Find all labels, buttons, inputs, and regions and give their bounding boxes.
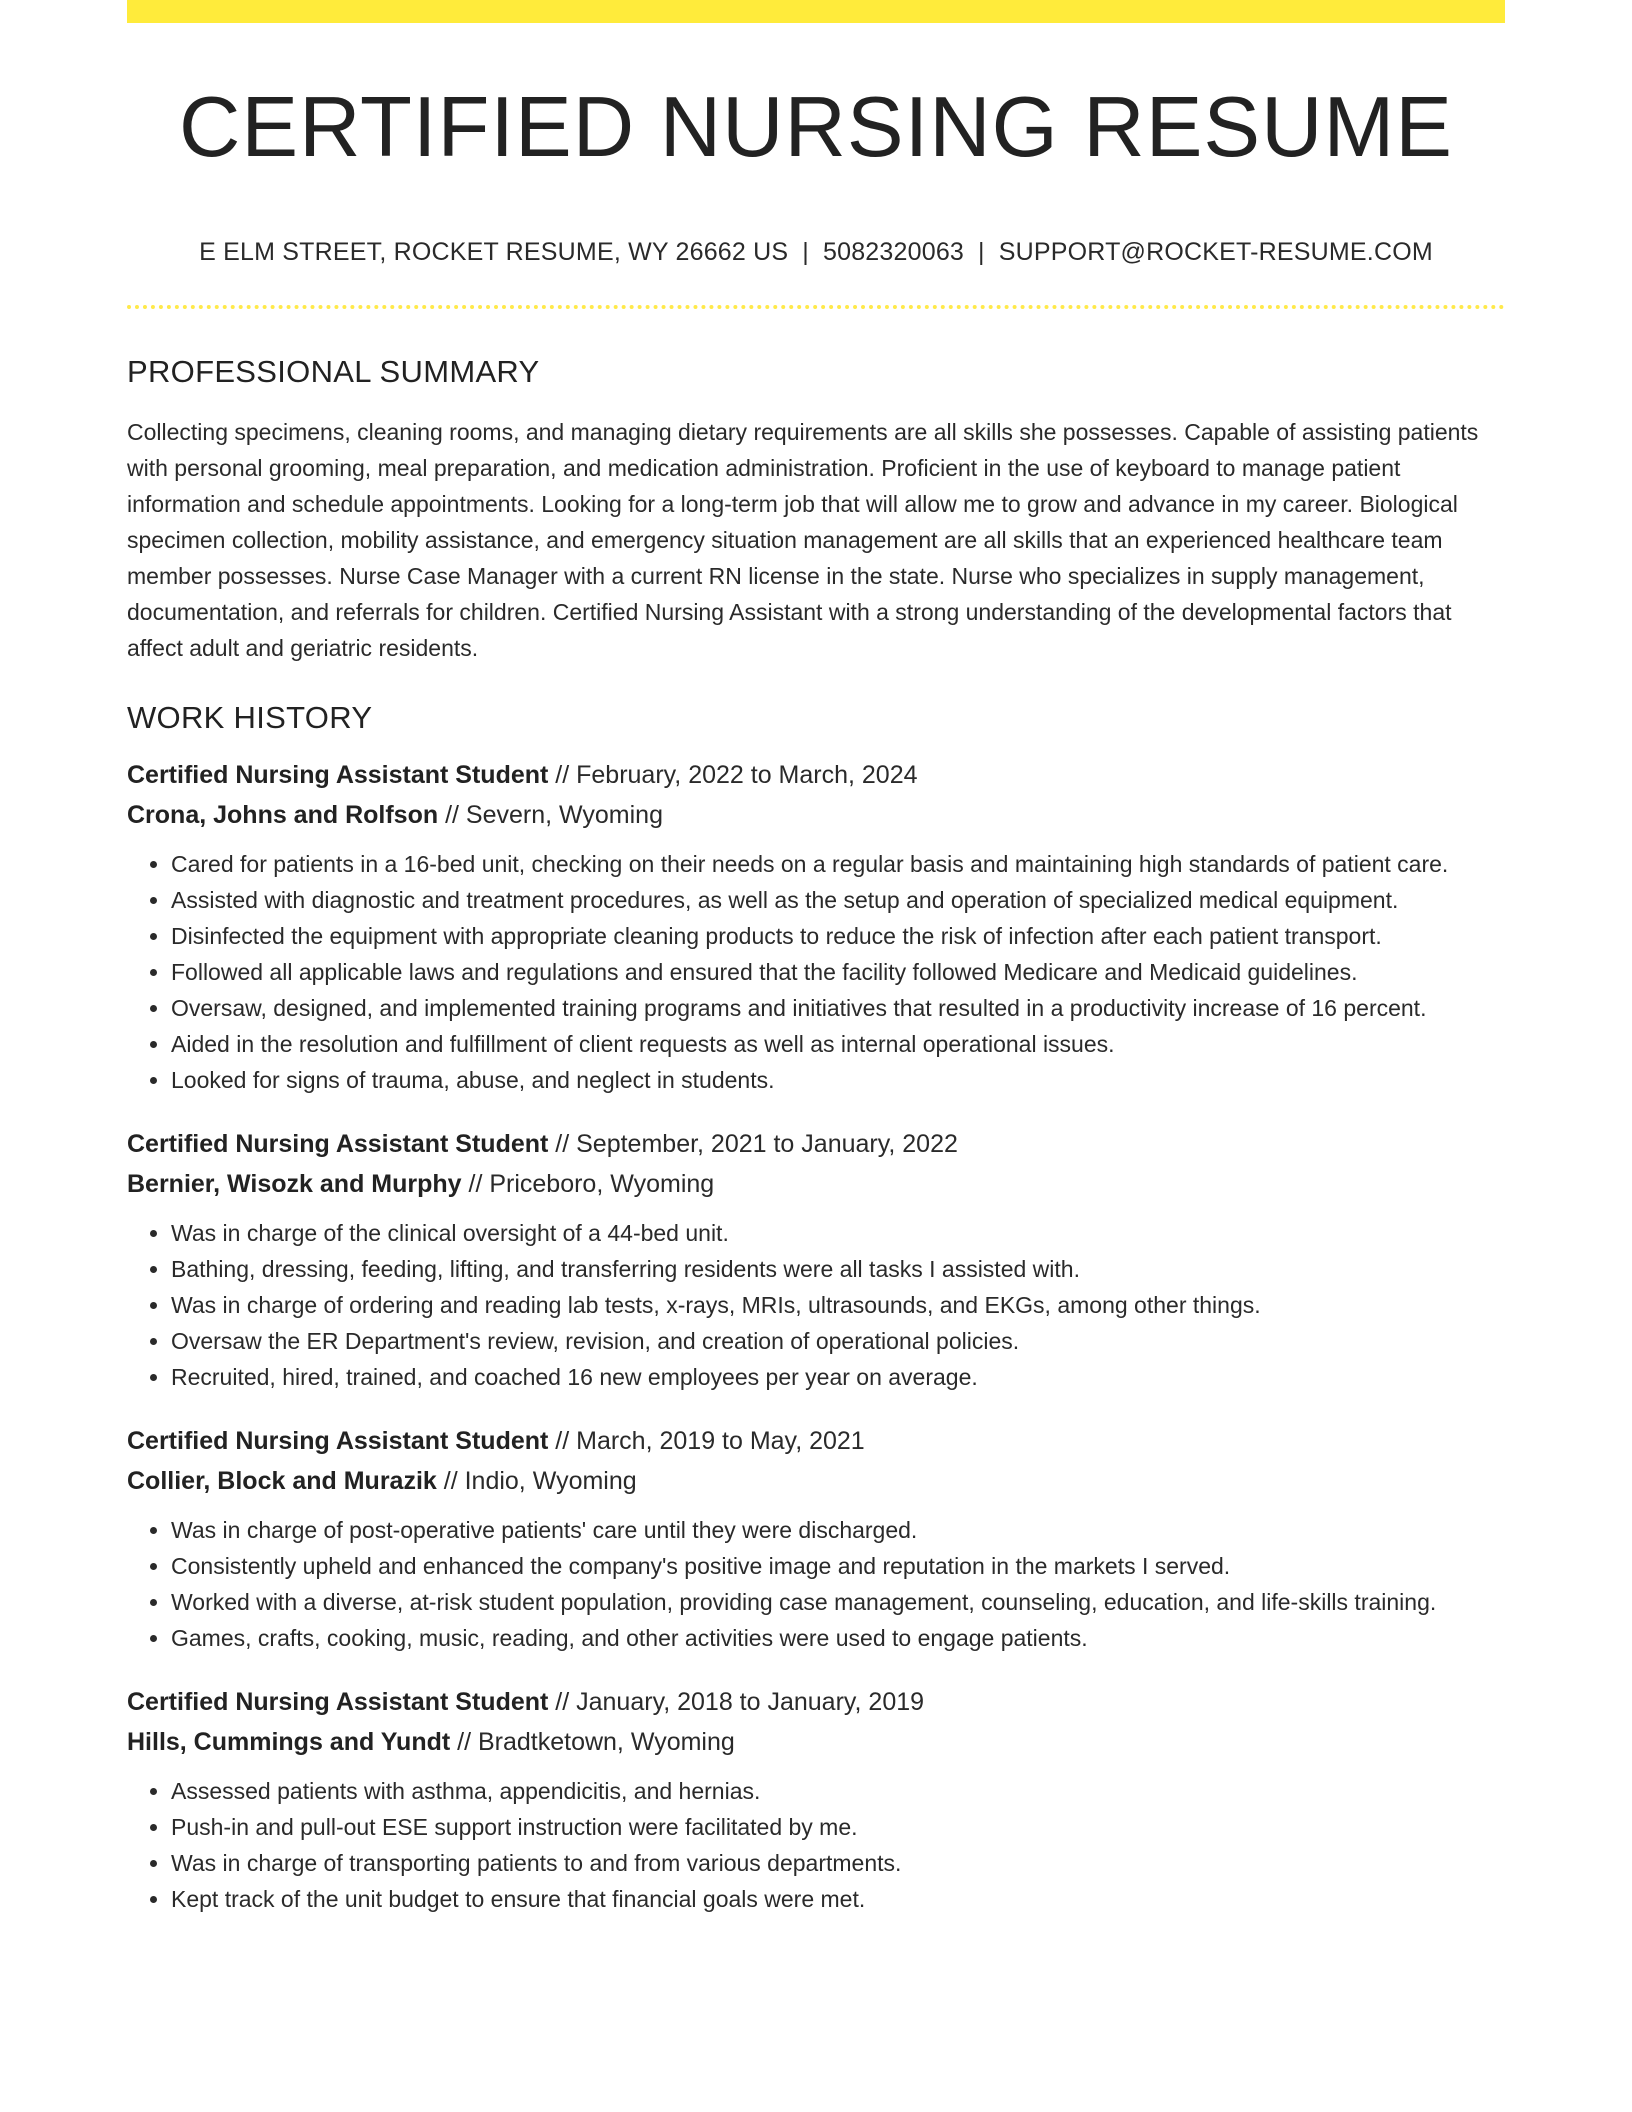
work-history-heading: WORK HISTORY bbox=[127, 700, 373, 735]
job-bullet: • Disinfected the equipment with appropriate cleaning products to reduce the risk of infection after each patient transport. bbox=[171, 918, 1505, 954]
job-bullet: • Push-in and pull-out ESE support instruction were facilitated by me. bbox=[171, 1809, 1505, 1845]
job-bullet: • Was in charge of post-operative patients' care until they were discharged. bbox=[171, 1512, 1505, 1548]
resume-title: CERTIFIED NURSING RESUME bbox=[179, 80, 1453, 175]
job-company: Bernier, Wisozk and Murphy bbox=[127, 1170, 462, 1198]
job-bullet: • Was in charge of ordering and reading lab tests, x-rays, MRIs, ultrasounds, and EKGs, among other things. bbox=[171, 1287, 1505, 1323]
contact-line bbox=[127, 238, 1505, 267]
summary-heading: PROFESSIONAL SUMMARY bbox=[127, 354, 540, 389]
job-role-line bbox=[127, 755, 1505, 795]
job-bullet: • Cared for patients in a 16-bed unit, checking on their needs on a regular basis and maintaining high standards of patient care. bbox=[171, 846, 1505, 882]
job-company: Crona, Johns and Rolfson bbox=[127, 801, 439, 829]
job-dates: // February, 2022 to March, 2024 bbox=[548, 761, 918, 789]
resume-page bbox=[127, 0, 1505, 1917]
job-entry bbox=[127, 1124, 1505, 1395]
job-bullets bbox=[127, 1773, 1505, 1917]
job-bullet: • Bathing, dressing, feeding, lifting, and transferring residents were all tasks I assisted with. bbox=[171, 1251, 1505, 1287]
job-bullet: • Recruited, hired, trained, and coached 16 new employees per year on average. bbox=[171, 1359, 1505, 1395]
job-bullet: • Assisted with diagnostic and treatment procedures, as well as the setup and operation of specialized medical equipment. bbox=[171, 882, 1505, 918]
contact-email: SUPPORT@ROCKET-RESUME.COM bbox=[998, 238, 1433, 266]
contact-address: E ELM STREET, ROCKET RESUME, WY 26662 US bbox=[199, 238, 789, 266]
job-company-line bbox=[127, 1164, 1505, 1204]
job-bullets bbox=[127, 846, 1505, 1098]
job-company: Hills, Cummings and Yundt bbox=[127, 1728, 451, 1756]
job-company: Collier, Block and Murazik bbox=[127, 1467, 437, 1495]
job-entry bbox=[127, 1421, 1505, 1656]
job-dates: // September, 2021 to January, 2022 bbox=[548, 1130, 958, 1158]
job-bullet: • Assessed patients with asthma, appendicitis, and hernias. bbox=[171, 1773, 1505, 1809]
job-bullet: • Oversaw, designed, and implemented training programs and initiatives that resulted in a productivity increase of 16 percent. bbox=[171, 990, 1505, 1026]
job-bullet: • Games, crafts, cooking, music, reading, and other activities were used to engage patients. bbox=[171, 1620, 1505, 1656]
contact-phone: 5082320063 bbox=[823, 238, 965, 266]
job-company-line bbox=[127, 795, 1505, 835]
job-bullet: • Looked for signs of trauma, abuse, and neglect in students. bbox=[171, 1062, 1505, 1098]
job-dates: // January, 2018 to January, 2019 bbox=[548, 1688, 925, 1716]
job-bullet: • Oversaw the ER Department's review, revision, and creation of operational policies. bbox=[171, 1323, 1505, 1359]
job-bullet: • Kept track of the unit budget to ensure that financial goals were met. bbox=[171, 1881, 1505, 1917]
job-location: // Indio, Wyoming bbox=[436, 1467, 637, 1495]
job-role: Certified Nursing Assistant Student bbox=[127, 1688, 549, 1716]
job-bullets bbox=[127, 1512, 1505, 1656]
job-location: // Severn, Wyoming bbox=[438, 801, 663, 829]
job-company-line bbox=[127, 1722, 1505, 1762]
job-bullet: • Worked with a diverse, at-risk student population, providing case management, counseling, education, and life-skills training. bbox=[171, 1584, 1505, 1620]
contact-separator: | bbox=[978, 238, 985, 266]
job-company-line bbox=[127, 1461, 1505, 1501]
job-location: // Bradtketown, Wyoming bbox=[450, 1728, 735, 1756]
job-bullet: • Aided in the resolution and fulfillment of client requests as well as internal operational issues. bbox=[171, 1026, 1505, 1062]
job-bullet: • Was in charge of the clinical oversight of a 44-bed unit. bbox=[171, 1215, 1505, 1251]
job-bullet: • Followed all applicable laws and regulations and ensured that the facility followed Medicare and Medicaid guidelines. bbox=[171, 954, 1505, 990]
dotted-divider bbox=[127, 305, 1505, 309]
job-bullets bbox=[127, 1215, 1505, 1395]
work-history-list bbox=[127, 755, 1505, 1917]
job-bullet: • Consistently upheld and enhanced the company's positive image and reputation in the markets I served. bbox=[171, 1548, 1505, 1584]
job-role: Certified Nursing Assistant Student bbox=[127, 761, 549, 789]
job-header bbox=[127, 755, 1505, 835]
job-entry bbox=[127, 755, 1505, 1098]
job-location: // Priceboro, Wyoming bbox=[461, 1170, 715, 1198]
job-role: Certified Nursing Assistant Student bbox=[127, 1427, 549, 1455]
job-role-line bbox=[127, 1124, 1505, 1164]
job-bullet: • Was in charge of transporting patients to and from various departments. bbox=[171, 1845, 1505, 1881]
summary-text: Collecting specimens, cleaning rooms, and managing dietary requirements are all skills she possesses. Capable of assisting patients with personal grooming, meal preparation, and medication administration. Proficient in the use of keyboard to manage patient information and schedule appointments. Looking for a long-term job that will allow me to grow and advance in my career. Biological specimen collection, mobility assistance, and emergency situation management are all skills that an experienced healthcare team member possesses. Nurse Case Manager with a current RN license in the state. Nurse who specializes in supply management, documentation, and referrals for children. Certified Nursing Assistant with a strong understanding of the developmental factors that affect adult and geriatric residents. bbox=[127, 419, 1479, 661]
accent-bar bbox=[127, 0, 1505, 23]
job-role-line bbox=[127, 1682, 1505, 1722]
job-header bbox=[127, 1124, 1505, 1204]
job-header bbox=[127, 1682, 1505, 1762]
job-role: Certified Nursing Assistant Student bbox=[127, 1130, 549, 1158]
contact-separator: | bbox=[802, 238, 809, 266]
job-entry bbox=[127, 1682, 1505, 1917]
job-header bbox=[127, 1421, 1505, 1501]
job-role-line bbox=[127, 1421, 1505, 1461]
job-dates: // March, 2019 to May, 2021 bbox=[548, 1427, 865, 1455]
